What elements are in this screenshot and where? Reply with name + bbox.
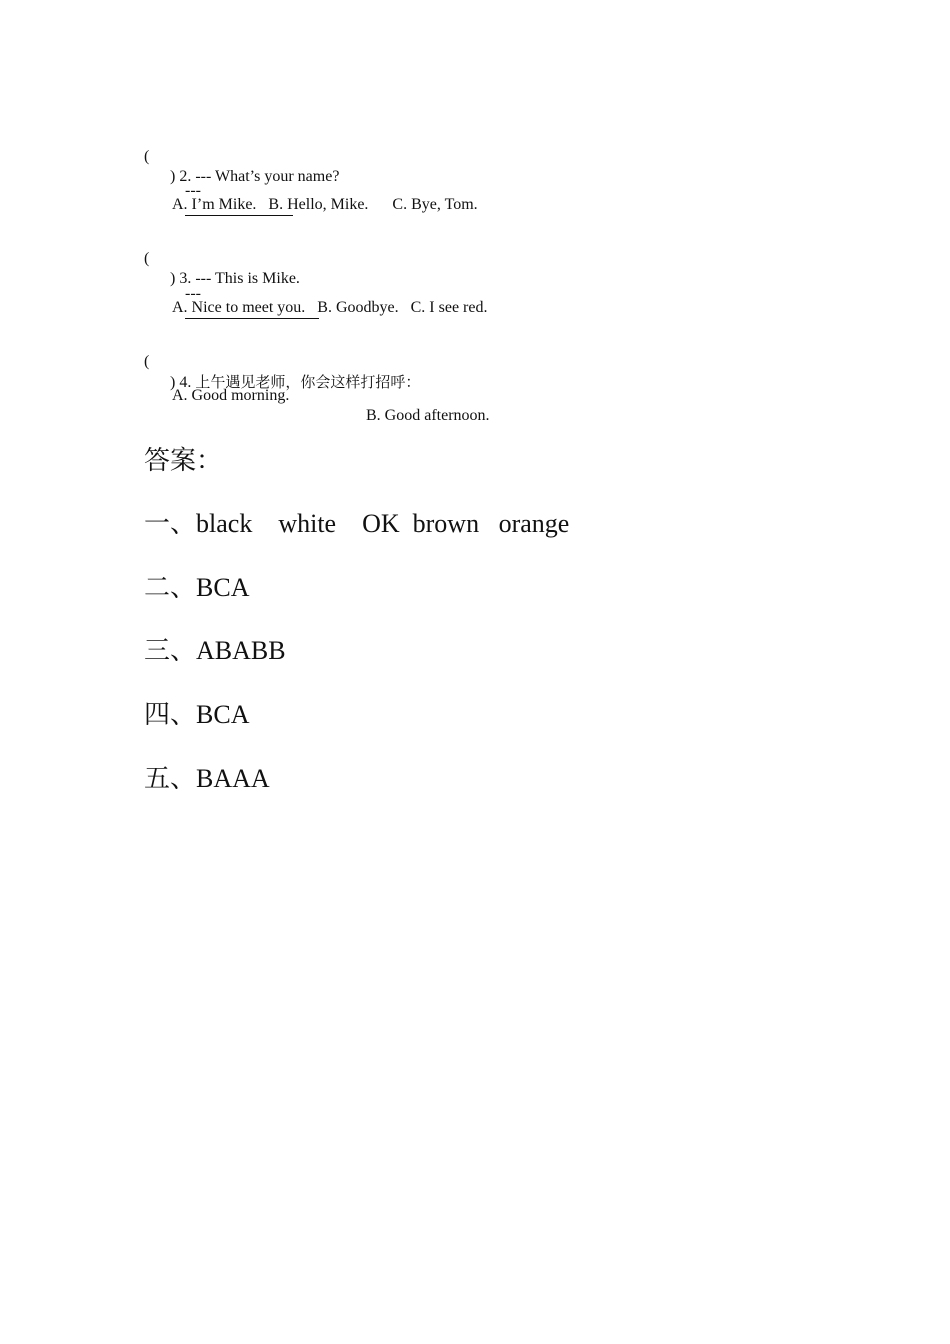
question-2-options: A. I’m Mike. B. Hello, Mike. C. Bye, Tom. bbox=[172, 196, 478, 213]
answer-number: 四、 bbox=[144, 700, 197, 730]
answer-text: BCA bbox=[196, 573, 250, 602]
answer-text: BCA bbox=[196, 700, 250, 729]
answer-item bbox=[144, 635, 286, 667]
answer-item bbox=[144, 572, 249, 604]
response-prefix: --- bbox=[185, 285, 201, 302]
answer-item bbox=[144, 508, 569, 540]
answer-text: ABABB bbox=[196, 636, 286, 665]
answer-number: 五、 bbox=[144, 764, 197, 794]
option-a: A. Good morning. bbox=[172, 387, 290, 404]
question-4-number: ) 4. bbox=[170, 374, 192, 391]
answer-paren: ( bbox=[144, 148, 150, 165]
response-prefix: --- bbox=[185, 182, 201, 199]
answer-number: 三、 bbox=[144, 636, 197, 666]
answer-text: black white OK brown orange bbox=[196, 509, 570, 538]
question-4-chinese: 上午遇见老师，你会这样打招呼： bbox=[195, 373, 421, 391]
question-3-line bbox=[0, 229, 300, 309]
question-3-stem: ) 3. --- This is Mike. bbox=[170, 270, 300, 287]
answers-title: 答案： bbox=[144, 446, 223, 476]
answer-item bbox=[144, 763, 270, 795]
answer-paren: ( bbox=[144, 353, 150, 370]
answer-text: BAAA bbox=[196, 764, 270, 793]
question-2-line bbox=[0, 127, 340, 207]
answer-number: 二、 bbox=[144, 573, 197, 603]
option-b: B. Good afternoon. bbox=[366, 407, 490, 424]
answer-paren: ( bbox=[144, 250, 150, 267]
question-3-options: A. Nice to meet you. B. Goodbye. C. I see red. bbox=[172, 299, 488, 316]
question-2-stem: ) 2. --- What’s your name? bbox=[170, 168, 340, 185]
answer-number: 一、 bbox=[144, 509, 197, 539]
answer-item bbox=[144, 699, 249, 731]
